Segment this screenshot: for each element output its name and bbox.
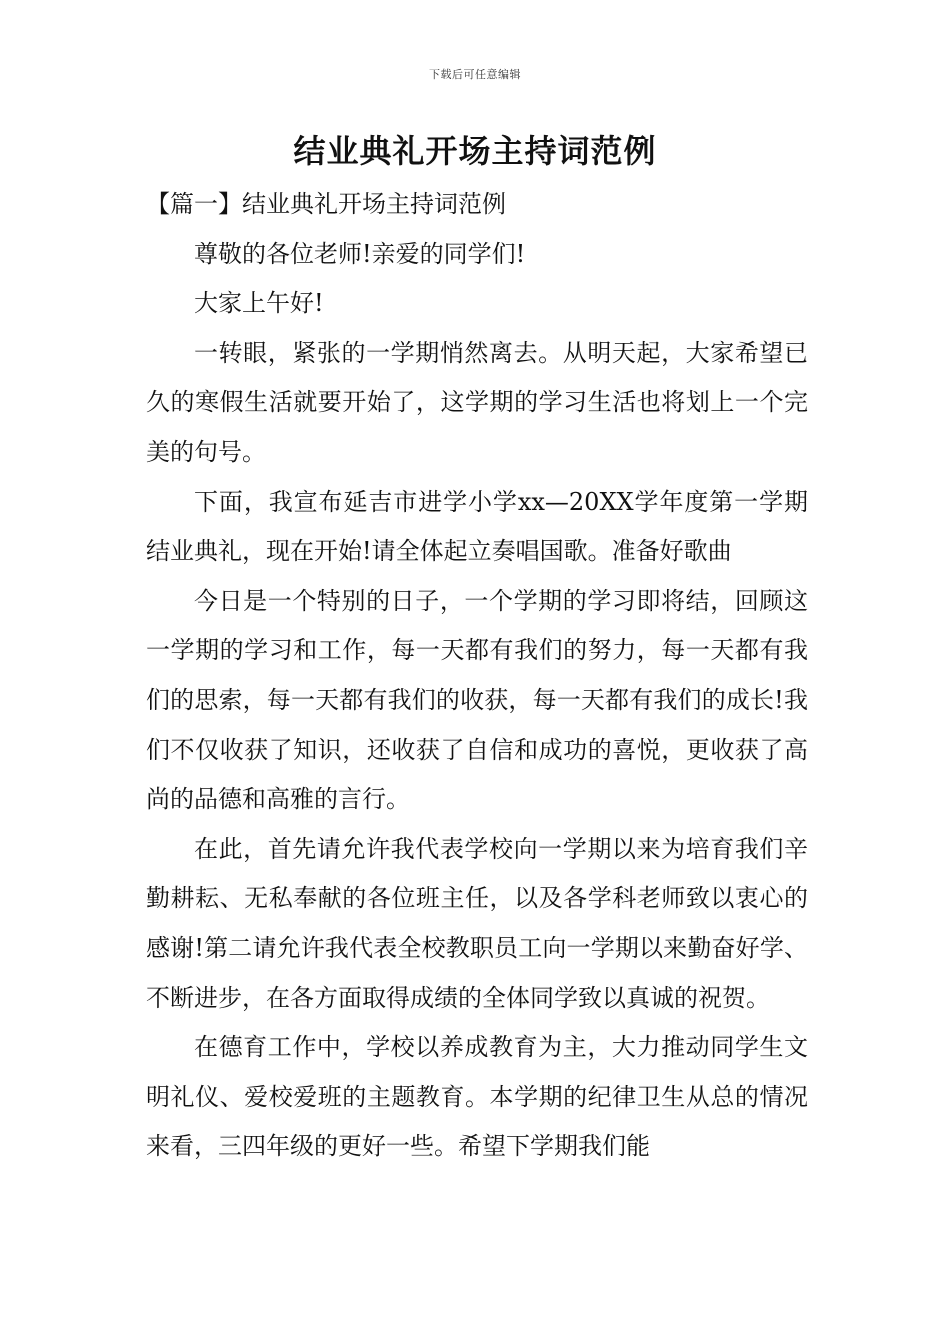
document-title: 结业典礼开场主持词范例 — [293, 132, 657, 170]
paragraph: 在德育工作中，学校以养成教育为主，大力推动同学生文明礼仪、爱校爱班的主题教育。本学期的纪律卫生从总的情况来看，三四年级的更好一些。希望下学期我们能 — [146, 1033, 808, 1161]
paragraph: 下面，我宣布延吉市进学小学xx—20XX学年度第一学期结业典礼，现在开始!请全体起立奏唱国歌。准备好歌曲 — [146, 487, 808, 566]
paragraph: 在此，首先请允许我代表学校向一学期以来为培育我们辛勤耕耘、无私奉献的各位班主任，以及各学科老师致以衷心的感谢!第二请允许我代表全校教职员工向一学期以来勤奋好学、不断进步，在各方面取得成绩的全体同学致以真诚的祝贺。 — [146, 834, 808, 1012]
paragraph: 今日是一个特别的日子，一个学期的学习即将结，回顾这一学期的学习和工作，每一天都有我们的努力，每一天都有我们的思索，每一天都有我们的收获，每一天都有我们的成长!我们不仅收获了知识，还收获了自信和成功的喜悦，更收获了高尚的品德和高雅的言行。 — [146, 586, 808, 814]
header-note: 下载后可任意编辑 — [429, 68, 521, 81]
paragraph-good-morning: 大家上午好! — [194, 289, 324, 318]
document-body — [146, 180, 808, 1172]
section-heading: 【篇一】结业典礼开场主持词范例 — [146, 190, 506, 218]
paragraph: 一转眼，紧张的一学期悄然离去。从明天起，大家希望已久的寒假生活就要开始了，这学期的学习生活也将划上一个完美的句号。 — [146, 338, 808, 466]
paragraph-greeting: 尊敬的各位老师!亲爱的同学们! — [194, 239, 526, 268]
